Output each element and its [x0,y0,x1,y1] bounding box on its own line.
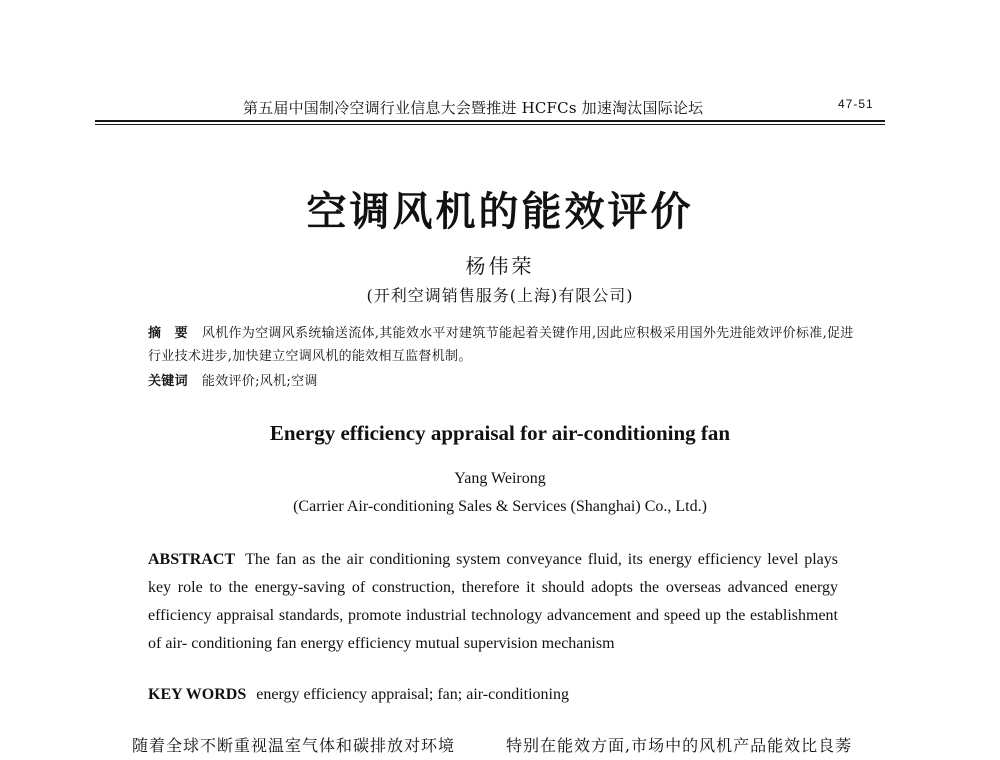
running-header: 第五届中国制冷空调行业信息大会暨推进 HCFCs 加速淘汰国际论坛 [243,99,704,117]
english-keywords-label: KEY WORDS [148,686,247,703]
chinese-keywords-label: 关键词 [148,374,188,389]
chinese-title: 空调风机的能效评价 [306,189,694,235]
english-abstract-label: ABSTRACT [148,551,236,568]
header-rule-thick [95,120,885,122]
chinese-keywords-text: 能效评价;风机;空调 [201,374,318,389]
page-range: 47-51 [838,97,874,111]
english-keywords-text: energy efficiency appraisal; fan; air-conditioning [256,686,569,703]
header-rule-thin [95,124,885,125]
chinese-abstract [148,322,858,368]
body-left-column-text: 随着全球不断重视温室气体和碳排放对环境 [132,736,456,755]
chinese-keywords [148,370,318,389]
english-author: Yang Weirong [454,470,546,487]
english-abstract [148,546,838,658]
body-right-column-text: 特别在能效方面,市场中的风机产品能效比良莠 [506,736,853,755]
chinese-abstract-text: 风机作为空调风系统输送流体,其能效水平对建筑节能起着关键作用,因此应积极采用国外先进能效评价标准,促进行业技术进步,加快建立空调风机的能效相互监督机制。 [148,326,854,364]
chinese-abstract-label: 摘 要 [148,326,188,341]
english-abstract-text: The fan as the air conditioning system conveyance fluid, its energy efficiency level plays key role to the energy-saving of construction, therefore it should adopts the overseas advanced energy efficiency appraisal standards, promote industrial technology advancement and speed up the establishment of air- conditioning fan energy efficiency mutual supervision mechanism [148,551,838,652]
chinese-author: 杨伟荣 [465,254,535,278]
english-title: Energy efficiency appraisal for air-conditioning fan [269,421,731,445]
chinese-affiliation: (开利空调销售服务(上海)有限公司) [366,286,634,305]
english-keywords [148,686,569,704]
english-affiliation: (Carrier Air-conditioning Sales & Services (Shanghai) Co., Ltd.) [293,498,707,515]
